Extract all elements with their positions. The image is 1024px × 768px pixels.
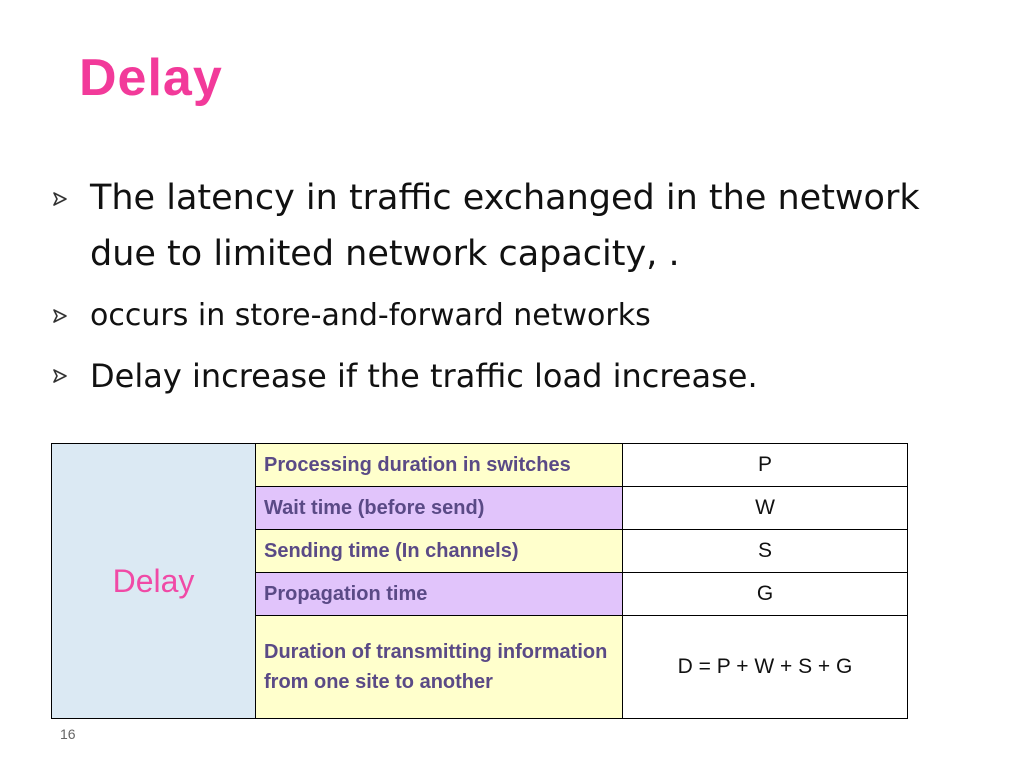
delay-group-cell: Delay (52, 444, 256, 719)
description-cell: Propagation time (256, 573, 623, 616)
description-cell: Processing duration in switches (256, 444, 623, 487)
bullet-text: The latency in traffic exchanged in the network due to limited network capacity, . (90, 178, 920, 274)
arrow-bullet-icon (52, 191, 68, 207)
description-cell: Wait time (before send) (256, 487, 623, 530)
symbol-cell: G (623, 573, 908, 616)
symbol-cell: W (623, 487, 908, 530)
table-row (52, 444, 908, 487)
arrow-bullet-icon (52, 308, 68, 324)
slide-title: Delay (79, 49, 223, 107)
description-cell: Duration of transmitting information from one site to another (256, 616, 623, 719)
description-cell: Sending time (In channels) (256, 530, 623, 573)
arrow-bullet-icon (52, 368, 68, 384)
bullet-text: occurs in store-and-forward networks (90, 298, 651, 333)
delay-table (51, 443, 908, 719)
page-number: 16 (60, 726, 76, 742)
formula-cell: D = P + W + S + G (623, 616, 908, 719)
symbol-cell: S (623, 530, 908, 573)
symbol-cell: P (623, 444, 908, 487)
bullet-text: Delay increase if the traffic load increase. (90, 357, 758, 395)
bullet-list (52, 170, 992, 404)
bullet-item (52, 288, 992, 344)
bullet-item (52, 348, 992, 404)
bullet-item (52, 170, 992, 282)
